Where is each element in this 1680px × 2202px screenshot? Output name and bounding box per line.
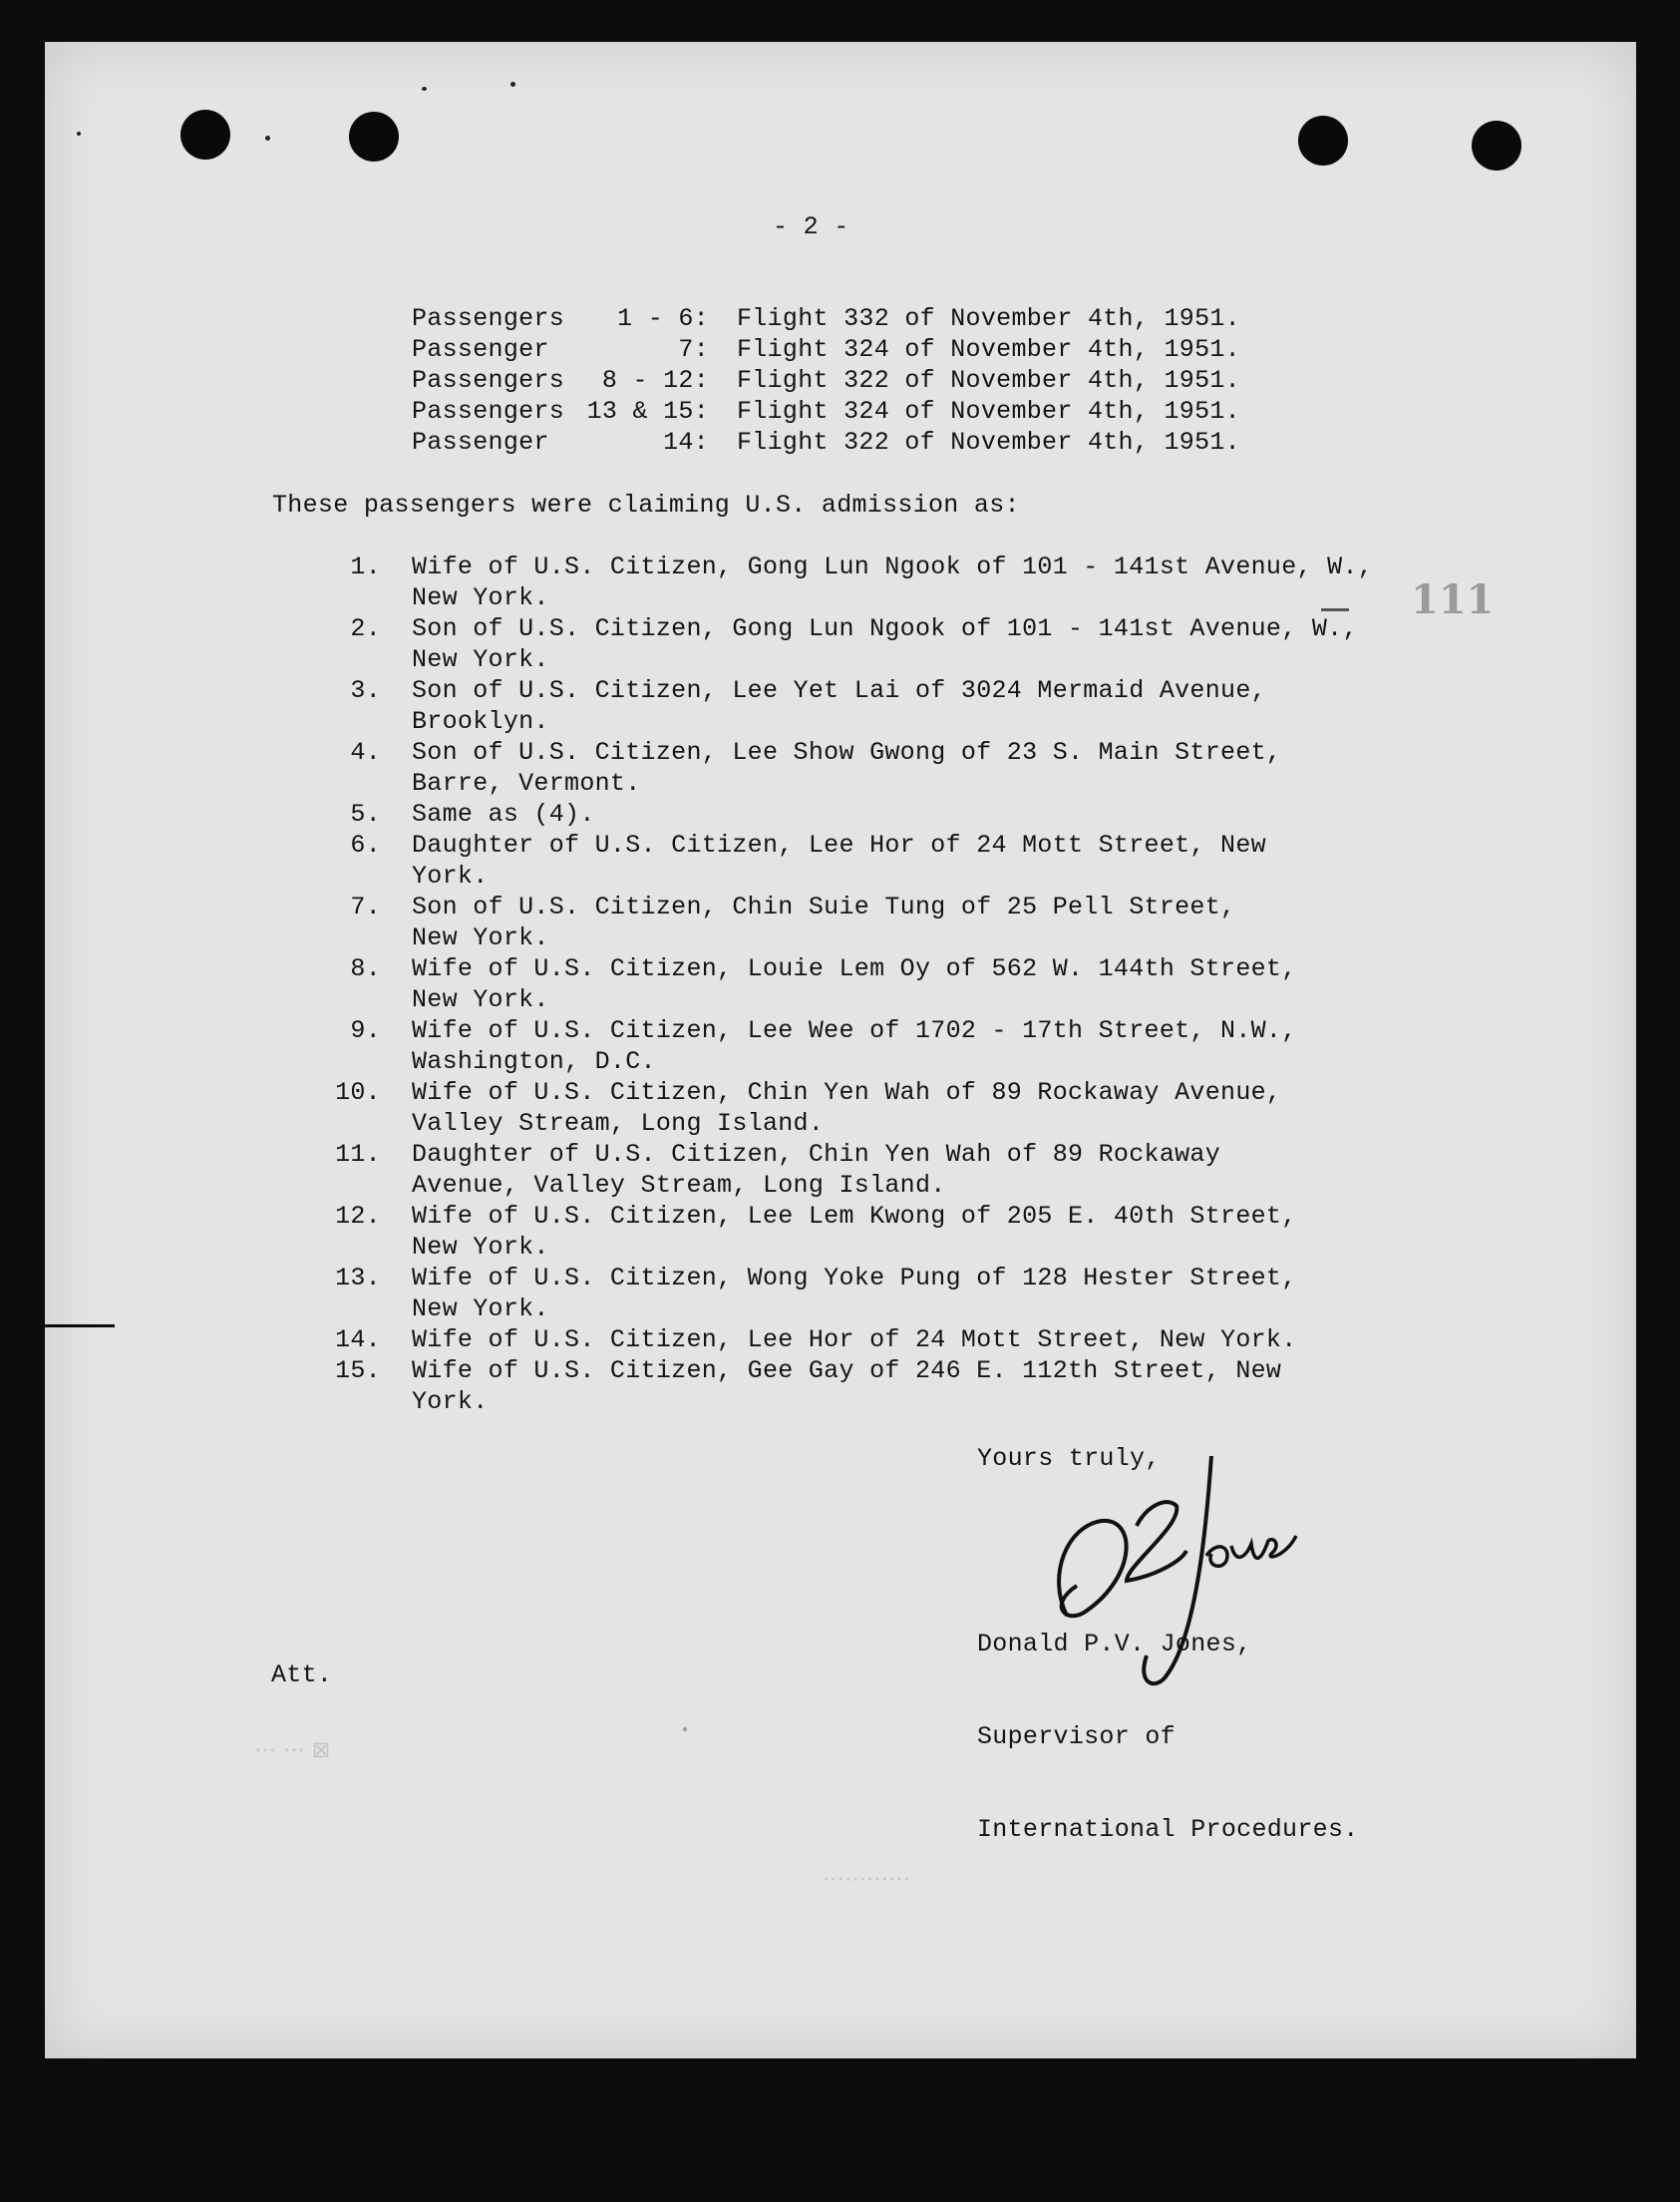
passenger-item [299,892,1469,953]
flight-passenger-range: 13 & 15: [586,397,709,426]
passenger-item [299,1263,1469,1324]
item-text: Daughter of U.S. Citizen, Chin Yen Wah of 89 Rockaway Avenue, Valley Stream, Long Island. [412,1140,1221,1200]
item-number: 6. [350,831,381,860]
speck [510,82,515,87]
flight-row [412,365,1240,396]
flight-passenger-range: 1 - 6: [617,304,709,333]
item-number: 11. [335,1140,381,1169]
passenger-item [299,551,1469,613]
punch-hole [1298,116,1348,166]
flight-passenger-range: 7: [678,335,709,364]
item-number: 13. [335,1264,381,1292]
speck [265,136,270,141]
item-text: Wife of U.S. Citizen, Lee Hor of 24 Mott Street, New York. [412,1325,1297,1354]
passenger-item [299,1355,1469,1417]
item-text: Wife of U.S. Citizen, Chin Yen Wah of 89 Rockaway Avenue, Valley Stream, Long Island. [412,1078,1282,1138]
passenger-list [299,551,1469,1417]
flight-row [412,396,1240,427]
punch-hole [180,110,230,160]
item-number: 10. [335,1078,381,1107]
passenger-item [299,830,1469,892]
closing: Yours truly, [977,1444,1161,1473]
flight-passenger-range: 8 - 12: [601,366,709,395]
passenger-item [299,1201,1469,1263]
item-number: 1. [350,552,381,581]
flight-row [412,303,1240,334]
item-number: 9. [350,1016,381,1045]
speck [77,132,81,136]
speck [683,1727,687,1731]
punch-hole [1472,121,1521,171]
flight-passenger-label: Passengers [412,397,565,426]
signer-title-line-2: International Procedures. [977,1815,1359,1844]
passenger-item [299,799,1469,830]
flight-passenger-label: Passengers [412,366,565,395]
flight-passenger-label: Passenger [412,428,549,457]
punch-hole [349,112,399,162]
item-text: Wife of U.S. Citizen, Gong Lun Ngook of 101 - 141st Avenue, W., New York. [412,552,1374,612]
item-text: Wife of U.S. Citizen, Lee Lem Kwong of 205 E. 40th Street, New York. [412,1202,1297,1262]
bleed-through-stamp: ⊠ ⋯ ⋯ [254,1737,331,1762]
signer-name: Donald P.V. Jones, [977,1630,1252,1658]
item-text: Son of U.S. Citizen, Chin Suie Tung of 25 Pell Street, New York. [412,893,1236,952]
edge-mark [0,1324,115,1327]
flight-detail: Flight 324 of November 4th, 1951. [737,397,1240,426]
signature-block [977,1567,1359,1876]
flight-detail: Flight 324 of November 4th, 1951. [737,335,1240,364]
item-text: Son of U.S. Citizen, Lee Show Gwong of 23 S. Main Street, Barre, Vermont. [412,738,1282,798]
item-text: Wife of U.S. Citizen, Louie Lem Oy of 562 W. 144th Street, New York. [412,954,1297,1014]
item-number: 4. [350,738,381,767]
passenger-item [299,1139,1469,1201]
item-text: Son of U.S. Citizen, Gong Lun Ngook of 101 - 141st Avenue, W., New York. [412,614,1358,674]
passenger-item [299,737,1469,799]
flight-passenger-range: 14: [663,428,709,457]
page-number: - 2 - [773,212,849,241]
speck [422,87,427,91]
item-number: 5. [350,800,381,829]
flight-list [412,303,1240,458]
item-number: 3. [350,676,381,705]
margin-number: 111 [1411,576,1495,623]
passenger-item [299,953,1469,1015]
item-text: Wife of U.S. Citizen, Gee Gay of 246 E. 112th Street, New York. [412,1356,1282,1416]
passenger-item [299,1077,1469,1139]
bleed-through-mark: ⋯⋯⋯⋯ [823,1867,910,1892]
intro-text: These passengers were claiming U.S. admission as: [272,491,1020,520]
item-text: Daughter of U.S. Citizen, Lee Hor of 24 Mott Street, New York. [412,831,1266,891]
flight-passenger-label: Passengers [412,304,565,333]
attachment-note: Att. [271,1660,333,1689]
item-text: Wife of U.S. Citizen, Lee Wee of 1702 - 17th Street, N.W., Washington, D.C. [412,1016,1297,1076]
flight-passenger-label: Passenger [412,335,549,364]
passenger-item [299,1015,1469,1077]
item-number: 7. [350,893,381,921]
passenger-item [299,613,1469,675]
passenger-item [299,1324,1469,1355]
item-text: Son of U.S. Citizen, Lee Yet Lai of 3024 Mermaid Avenue, Brooklyn. [412,676,1266,736]
item-number: 8. [350,954,381,983]
flight-detail: Flight 322 of November 4th, 1951. [737,428,1240,457]
item-number: 12. [335,1202,381,1231]
passenger-item [299,675,1469,737]
flight-row [412,427,1240,458]
flight-detail: Flight 322 of November 4th, 1951. [737,366,1240,395]
item-text: Same as (4). [412,800,595,829]
item-number: 2. [350,614,381,643]
flight-detail: Flight 332 of November 4th, 1951. [737,304,1240,333]
item-number: 15. [335,1356,381,1385]
margin-dash [1321,608,1349,611]
signer-title-line-1: Supervisor of [977,1722,1176,1751]
item-text: Wife of U.S. Citizen, Wong Yoke Pung of 128 Hester Street, New York. [412,1264,1297,1323]
item-number: 14. [335,1325,381,1354]
flight-row [412,334,1240,365]
